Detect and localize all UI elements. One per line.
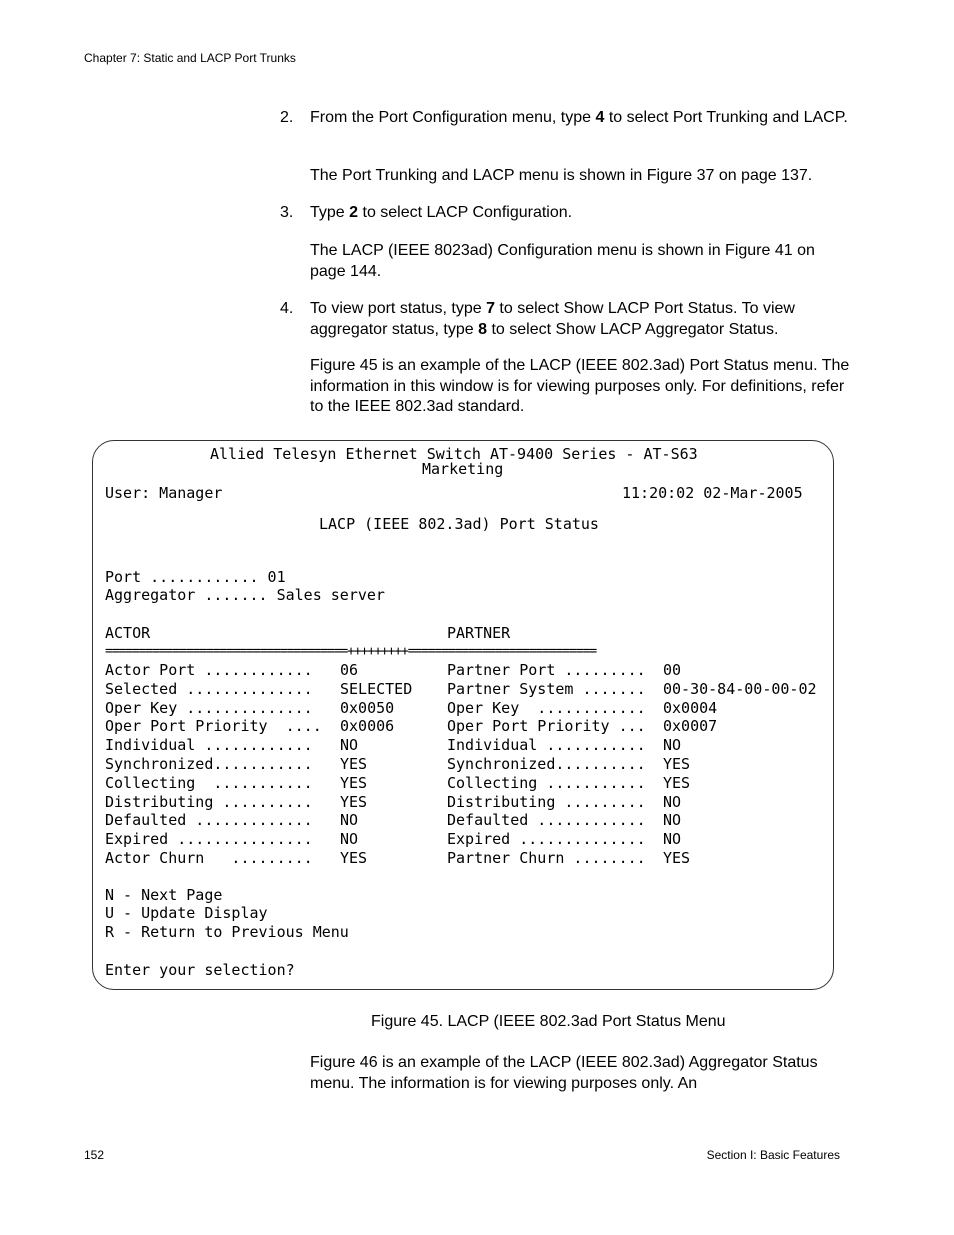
terminal-window <box>92 440 834 990</box>
selection-prompt[interactable]: Enter your selection? <box>105 961 295 979</box>
actor-field-value: YES <box>340 849 368 867</box>
partner-field-label: Oper Port Priority ... <box>447 717 646 736</box>
page-number: 152 <box>84 1148 105 1162</box>
figure-caption: Figure 45. LACP (IEEE 802.3ad Port Status Menu <box>371 1013 726 1030</box>
status-row <box>105 661 825 680</box>
actor-heading: ACTOR <box>105 624 151 642</box>
actor-field-value: 06 <box>340 661 359 679</box>
menu-option-next-page[interactable]: N - Next Page <box>105 886 223 904</box>
actor-field-label: Oper Key .............. <box>105 698 313 717</box>
partner-field-label: Oper Key ............ <box>447 698 646 717</box>
actor-field-label: Expired ............... <box>105 830 313 849</box>
status-row <box>105 830 825 849</box>
partner-field-label: Distributing ......... <box>447 792 646 811</box>
partner-field-value: 0x0007 <box>663 717 718 736</box>
step-text: Type 2 to select LACP Configuration. <box>310 204 573 221</box>
partner-field-value: 0x0004 <box>663 698 718 717</box>
actor-field-label: Actor Port ............ <box>105 661 313 679</box>
status-row <box>105 755 825 774</box>
partner-field-label: Expired .............. <box>447 830 646 849</box>
status-table <box>105 661 825 871</box>
screen-title: LACP (IEEE 802.3ad) Port Status <box>319 515 599 533</box>
chapter-header: Chapter 7: Static and LACP Port Trunks <box>84 51 296 65</box>
paragraph: The Port Trunking and LACP menu is shown in Figure 37 on page 137. <box>310 167 813 184</box>
partner-field-value: YES <box>663 755 691 773</box>
step-number: 4. <box>280 300 294 317</box>
step-number: 3. <box>280 204 294 221</box>
partner-field-value: 00 <box>663 661 682 679</box>
separator-line: ====================================+++++++++============================ <box>105 644 597 659</box>
status-row <box>105 793 825 812</box>
status-row <box>105 680 825 699</box>
terminal-title: Allied Telesyn Ethernet Switch AT-9400 Series - AT-S63 <box>210 445 698 463</box>
step-4 <box>280 299 850 340</box>
terminal-datetime: 11:20:02 02-Mar-2005 <box>622 484 803 502</box>
actor-field-label: Actor Churn ......... <box>105 849 313 867</box>
step-text: To view port status, type 7 to select Show LACP Port Status. To view aggregator status, type 8 to select Show LACP Aggregator Status. <box>310 300 795 338</box>
actor-field-value: 0x0050 <box>340 698 395 717</box>
actor-field-label: Distributing .......... <box>105 792 313 811</box>
status-row <box>105 717 825 736</box>
partner-field-label: Individual ........... <box>447 736 646 755</box>
partner-field-label: Partner Churn ........ <box>447 849 646 867</box>
partner-field-value: YES <box>663 849 691 867</box>
menu-option-return[interactable]: R - Return to Previous Menu <box>105 923 349 941</box>
paragraph: Figure 45 is an example of the LACP (IEEE 802.3ad) Port Status menu. The information in this window is for viewing purposes only. For definitions, refer to the IEEE 802.3ad standard. <box>310 357 850 415</box>
actor-field-value: NO <box>340 830 359 849</box>
terminal-subtitle: Marketing <box>422 460 504 478</box>
actor-field-value: YES <box>340 792 368 811</box>
status-row <box>105 736 825 755</box>
partner-field-value: NO <box>663 830 682 849</box>
step-2 <box>280 108 850 129</box>
port-line: Port ............ 01 <box>105 568 286 586</box>
partner-field-label: Collecting ........... <box>447 773 646 792</box>
section-footer: Section I: Basic Features <box>706 1148 840 1162</box>
actor-field-value: 0x0006 <box>340 717 395 736</box>
partner-field-value: YES <box>663 773 691 792</box>
actor-field-value: YES <box>340 773 368 792</box>
step-text: From the Port Configuration menu, type 4 to select Port Trunking and LACP. <box>310 109 848 126</box>
terminal-user: User: Manager <box>105 484 223 502</box>
partner-field-value: NO <box>663 792 682 811</box>
status-row <box>105 774 825 793</box>
actor-field-label: Collecting ........... <box>105 773 313 792</box>
status-row <box>105 811 825 830</box>
partner-heading: PARTNER <box>447 624 511 642</box>
actor-field-value: NO <box>340 736 359 755</box>
step-3 <box>280 203 850 224</box>
partner-field-value: NO <box>663 736 682 755</box>
closing-paragraph: Figure 46 is an example of the LACP (IEEE 802.3ad) Aggregator Status menu. The information is for viewing purposes only. An <box>310 1054 818 1092</box>
actor-field-label: Individual ............ <box>105 736 313 755</box>
actor-field-value: YES <box>340 755 368 773</box>
partner-field-value: 00-30-84-00-00-02 <box>663 679 817 698</box>
actor-field-value: NO <box>340 811 359 830</box>
actor-field-label: Defaulted ............. <box>105 811 313 830</box>
menu-option-update-display[interactable]: U - Update Display <box>105 904 268 922</box>
actor-field-label: Selected .............. <box>105 679 313 698</box>
actor-field-label: Synchronized........... <box>105 755 313 773</box>
partner-field-label: Defaulted ............ <box>447 811 646 830</box>
actor-field-label: Oper Port Priority .... <box>105 717 322 736</box>
status-row <box>105 699 825 718</box>
paragraph: The LACP (IEEE 8023ad) Configuration menu is shown in Figure 41 on page 144. <box>310 242 815 280</box>
partner-field-label: Partner System ....... <box>447 679 646 698</box>
partner-field-label: Synchronized.......... <box>447 755 646 773</box>
partner-field-label: Partner Port ......... <box>447 661 646 679</box>
step-number: 2. <box>280 109 294 126</box>
partner-field-value: NO <box>663 811 682 830</box>
status-row <box>105 849 825 868</box>
aggregator-line: Aggregator ....... Sales server <box>105 586 385 604</box>
actor-field-value: SELECTED <box>340 679 413 698</box>
